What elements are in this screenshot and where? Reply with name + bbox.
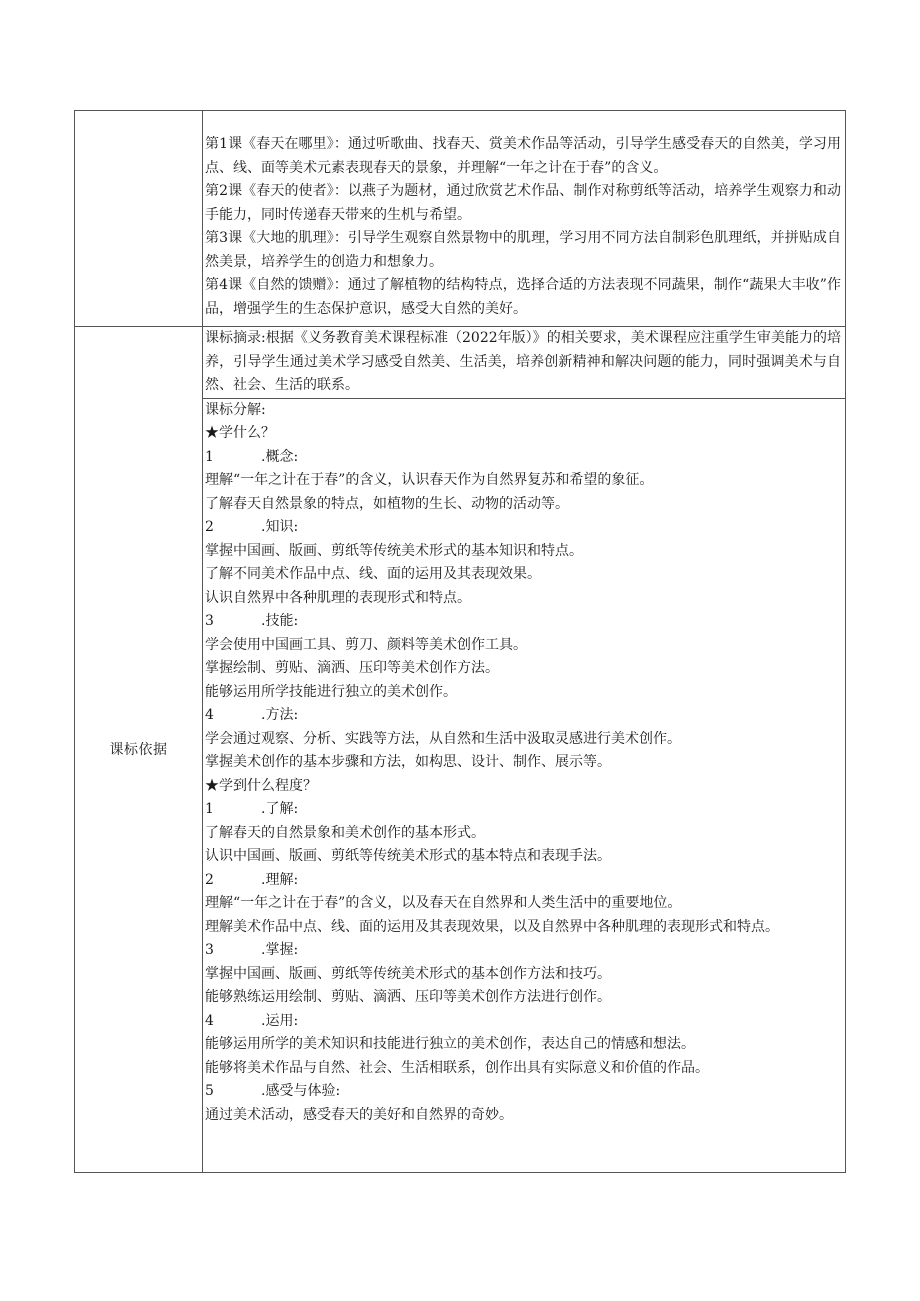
- basis-row: [75, 327, 846, 399]
- what-item-text: 掌握美术创作的基本步骤和方法，如构思、设计、制作、展示等。: [205, 754, 611, 770]
- lesson-4-text: 第4课《自然的馈赠》：通过了解植物的结构特点，选择合适的方法表现不同蔬果，制作“蔬果大丰收”作品，增强学生的生态保护意识，感受大自然的美好。: [205, 277, 841, 317]
- degree-item-text: 能够运用所学的美术知识和技能进行独立的美术创作，表达自己的情感和想法。: [205, 1036, 695, 1052]
- what-section-title: .方法:: [261, 707, 299, 723]
- degree-section-title: .了解:: [261, 801, 299, 817]
- breakdown-cell: [203, 398, 846, 1172]
- what-item-text: 学会通过观察、分析、实践等方法，从自然和生活中汲取灵感进行美术创作。: [205, 730, 681, 747]
- degree-section-number: 4: [205, 1012, 214, 1029]
- degree-list: [205, 798, 841, 1127]
- what-section-heading: [205, 704, 841, 728]
- basis-label: 课标依据: [109, 742, 168, 759]
- excerpt-cell: [203, 327, 846, 399]
- degree-item-text: 理解美术作品中点、线、面的运用及其表现效果，以及自然界中各种肌理的表现形式和特点。: [205, 918, 779, 935]
- degree-item-text: 了解春天的自然景象和美术创作的基本形式。: [205, 824, 485, 841]
- degree-section-title: .运用:: [261, 1012, 299, 1029]
- lesson-2-text: 第2课《春天的使者》：以燕子为题材，通过欣赏艺术作品、制作对称剪纸等活动，培养学生观察力和动手能力，同时传递春天带来的生机与希望。: [205, 183, 841, 223]
- degree-item-text: 能够将美术作品与自然、社会、生活相联系，创作出具有实际意义和价值的作品。: [205, 1059, 709, 1076]
- degree-section-number: 1: [205, 801, 214, 817]
- lesson-1-text: 第1课《春天在哪里》：通过听歌曲、找春天、赏美术作品等活动，引导学生感受春天的自然美，学习用点、线、面等美术元素表现春天的景象，并理解“一年之计在于春”的含义。: [205, 136, 841, 176]
- what-section-heading: [205, 516, 841, 540]
- what-list: [205, 446, 841, 775]
- what-item-text: 认识自然界中各种肌理的表现形式和特点。: [205, 589, 471, 606]
- breakdown-title: 课标分解:: [205, 401, 266, 418]
- what-section-title: .概念:: [261, 448, 299, 465]
- what-item-text: 掌握绘制、剪贴、滴洒、压印等美术创作方法。: [205, 660, 499, 676]
- degree-section-title: .理解:: [261, 871, 299, 888]
- degree-heading: ★学到什么程度？: [205, 777, 317, 794]
- degree-section-heading: [205, 1080, 841, 1104]
- what-heading: ★学什么？: [205, 425, 275, 441]
- what-section-heading: [205, 610, 841, 634]
- what-item-text: 学会使用中国画工具、剪刀、颜料等美术创作工具。: [205, 636, 527, 653]
- degree-item-text: 通过美术活动，感受春天的美好和自然界的奇妙。: [205, 1106, 513, 1123]
- what-item-text: 掌握中国画、版画、剪纸等传统美术形式的基本知识和特点。: [205, 542, 583, 559]
- degree-section-number: 3: [205, 942, 214, 958]
- lessons-label-cell: [75, 111, 203, 327]
- degree-section-number: 5: [205, 1083, 214, 1099]
- what-section-title: .知识:: [261, 519, 299, 535]
- degree-item-text: 认识中国画、版画、剪纸等传统美术形式的基本特点和表现手法。: [205, 848, 611, 864]
- degree-section-title: .感受与体验:: [261, 1083, 341, 1099]
- lessons-cell: [203, 111, 846, 327]
- what-item-text: 能够运用所学技能进行独立的美术创作。: [205, 683, 457, 700]
- lessons-row: [75, 111, 846, 327]
- breakdown-content: [203, 399, 845, 1128]
- what-section-number: 4: [205, 707, 214, 723]
- what-section-number: 1: [205, 448, 214, 465]
- degree-item-text: 理解“一年之计在于春”的含义，以及春天在自然界和人类生活中的重要地位。: [205, 895, 682, 911]
- what-section-number: 3: [205, 613, 214, 629]
- what-section-title: .技能:: [261, 613, 299, 629]
- curriculum-table: [74, 110, 846, 1173]
- degree-section-title: .掌握:: [261, 942, 299, 958]
- basis-label-cell: [75, 327, 203, 1173]
- lesson-3-text: 第3课《大地的肌理》：引导学生观察自然景物中的肌理，学习用不同方法自制彩色肌理纸，并拼贴成自然美景，培养学生的创造力和想象力。: [205, 230, 841, 270]
- what-section-number: 2: [205, 519, 214, 535]
- degree-section-heading: [205, 869, 841, 893]
- degree-item-text: 掌握中国画、版画、剪纸等传统美术形式的基本创作方法和技巧。: [205, 965, 611, 982]
- what-item-text: 理解“一年之计在于春”的含义，认识春天作为自然界复苏和希望的象征。: [205, 472, 654, 488]
- degree-section-heading: [205, 939, 841, 963]
- degree-section-heading: [205, 798, 841, 822]
- standard-excerpt: 课标摘录:根据《义务教育美术课程标准（2022年版）》的相关要求，美术课程应注重学生审美能力的培养，引导学生通过美术学习感受自然美、生活美，培养创新精神和解决问题的能力，同时强调美术与自然、社会、生活的联系。: [205, 330, 841, 393]
- degree-item-text: 能够熟练运用绘制、剪贴、滴洒、压印等美术创作方法进行创作。: [205, 989, 611, 1005]
- what-item-text: 了解春天自然景象的特点，如植物的生长、动物的活动等。: [205, 495, 569, 512]
- degree-section-heading: [205, 1010, 841, 1034]
- degree-section-number: 2: [205, 871, 214, 888]
- what-section-heading: [205, 446, 841, 470]
- what-item-text: 了解不同美术作品中点、线、面的运用及其表现效果。: [205, 566, 541, 582]
